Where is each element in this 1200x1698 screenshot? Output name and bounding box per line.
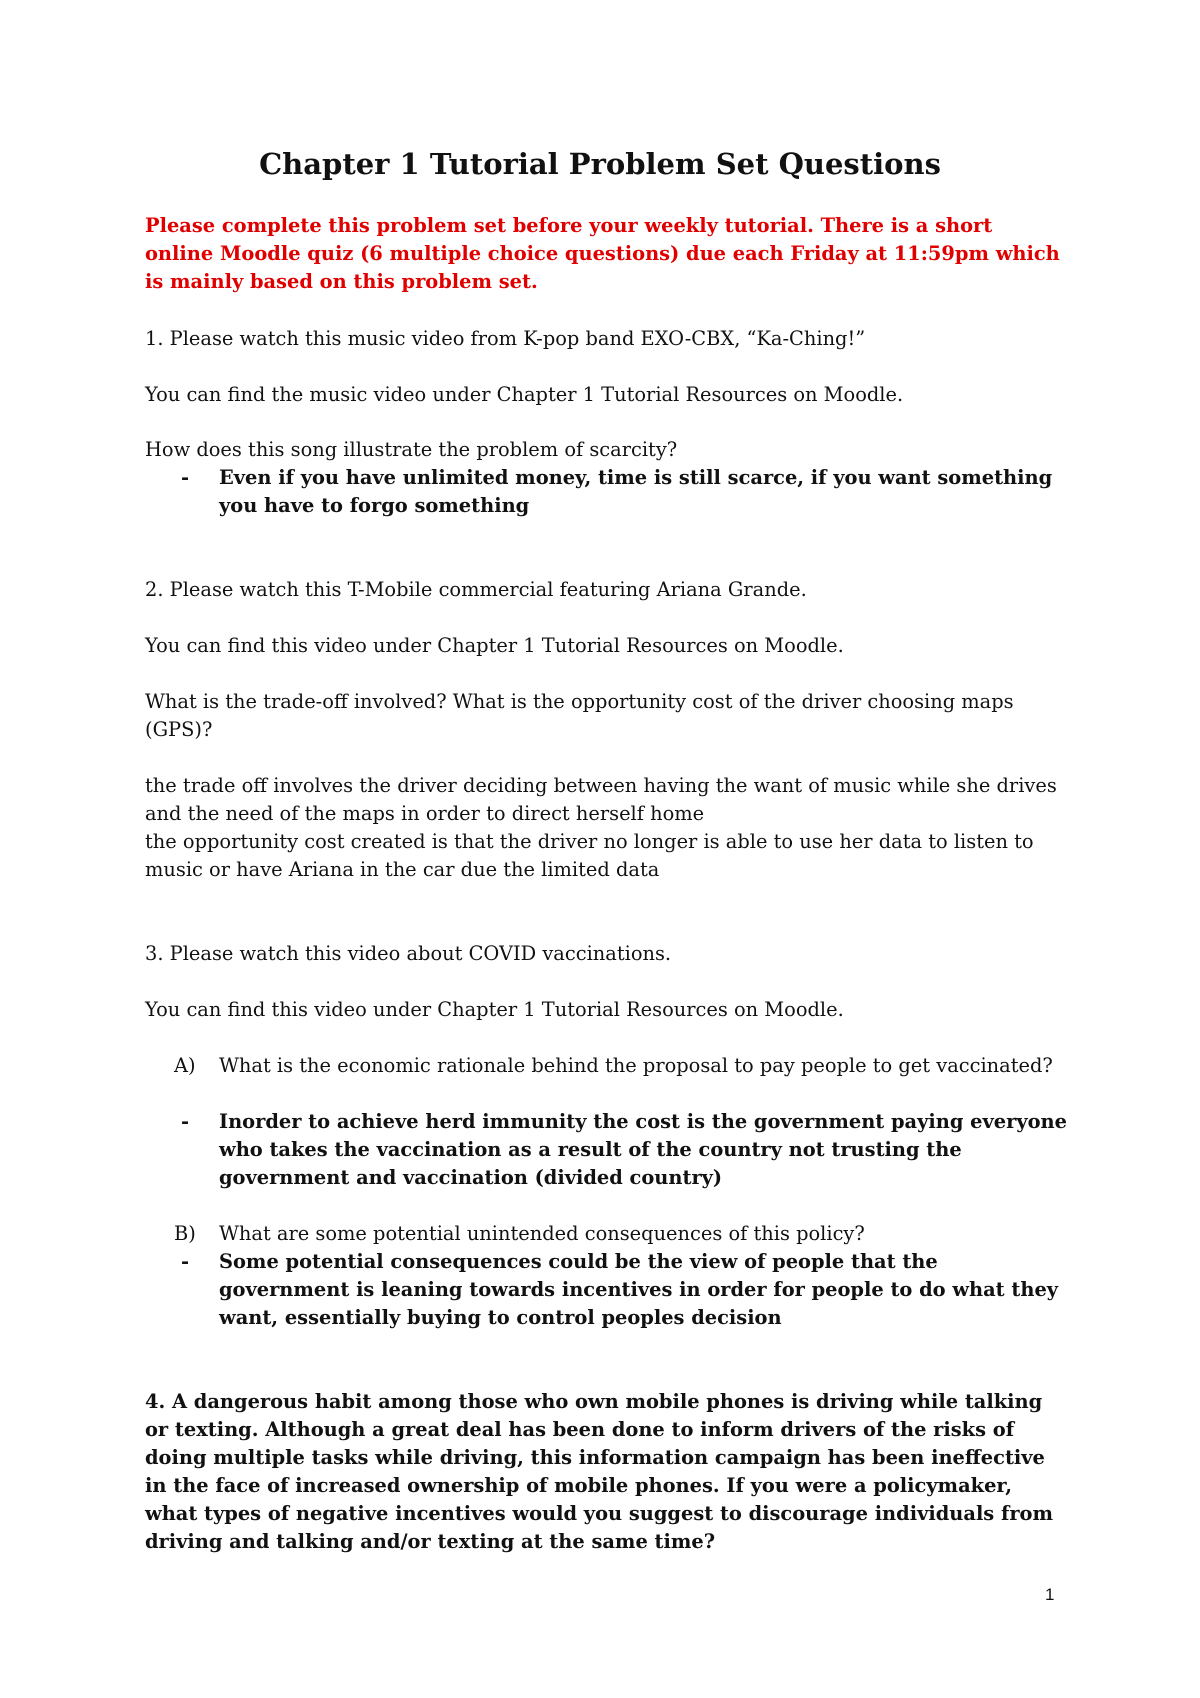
page-title: Chapter 1 Tutorial Problem Set Questions [259, 147, 941, 181]
q1-question: How does this song illustrate the problem of scarcity? [145, 438, 678, 461]
q3-part-a-answer-marker: - [181, 1110, 190, 1133]
q2-answer-opportunity-cost: the opportunity cost created is that the driver no longer is able to use her data to listen to music or have Ariana in the car due the limited data [145, 830, 1034, 881]
q3-prompt: 3. Please watch this video about COVID vaccinations. [145, 942, 672, 965]
q3-part-b-marker: B) [174, 1222, 196, 1245]
q3-part-b-question: What are some potential unintended consequences of this policy? [219, 1222, 865, 1245]
q1-location: You can find the music video under Chapter 1 Tutorial Resources on Moodle. [145, 383, 904, 406]
q2-prompt: 2. Please watch this T-Mobile commercial featuring Ariana Grande. [145, 578, 807, 601]
q3-location: You can find this video under Chapter 1 Tutorial Resources on Moodle. [145, 998, 844, 1021]
q2-answer-tradeoff: the trade off involves the driver deciding between having the want of music while she drives and the need of the maps in order to direct herself home [145, 774, 1057, 825]
q3-part-b-answer: Some potential consequences could be the view of people that the government is leaning towards incentives in order for people to do what they want, essentially buying to control peoples decision [219, 1250, 1059, 1329]
q3-part-b-answer-marker: - [181, 1250, 190, 1273]
q4-prompt: 4. A dangerous habit among those who own mobile phones is driving while talking or texting. Although a great deal has been done to inform drivers of the risks of doing multiple tasks while driving, this information campaign has been ineffective in the face of increased ownership of mobile phones. If you were a policymaker, what types of negative incentives would you suggest to discourage individuals from driving and talking and/or texting at the same time? [145, 1390, 1053, 1553]
q1-prompt: 1. Please watch this music video from K-pop band EXO-CBX, “Ka-Ching!” [145, 327, 866, 350]
q3-part-a-answer: Inorder to achieve herd immunity the cost is the government paying everyone who takes the vaccination as a result of the country not trusting the government and vaccination (divided country) [219, 1110, 1067, 1189]
page-number: 1 [1045, 1585, 1055, 1604]
q2-location: You can find this video under Chapter 1 Tutorial Resources on Moodle. [145, 634, 844, 657]
q1-answer-marker: - [181, 466, 190, 489]
q1-answer: Even if you have unlimited money, time is still scarce, if you want something you have to forgo something [219, 466, 1053, 517]
intro-instructions: Please complete this problem set before your weekly tutorial. There is a short online Moodle quiz (6 multiple choice questions) due each Friday at 11:59pm which is mainly based on this problem set. [145, 214, 1060, 293]
q3-part-a-marker: A) [174, 1054, 196, 1077]
q2-question: What is the trade-off involved? What is the opportunity cost of the driver choosing maps (GPS)? [145, 690, 1014, 741]
q3-part-a-question: What is the economic rationale behind the proposal to pay people to get vaccinated? [219, 1054, 1053, 1077]
